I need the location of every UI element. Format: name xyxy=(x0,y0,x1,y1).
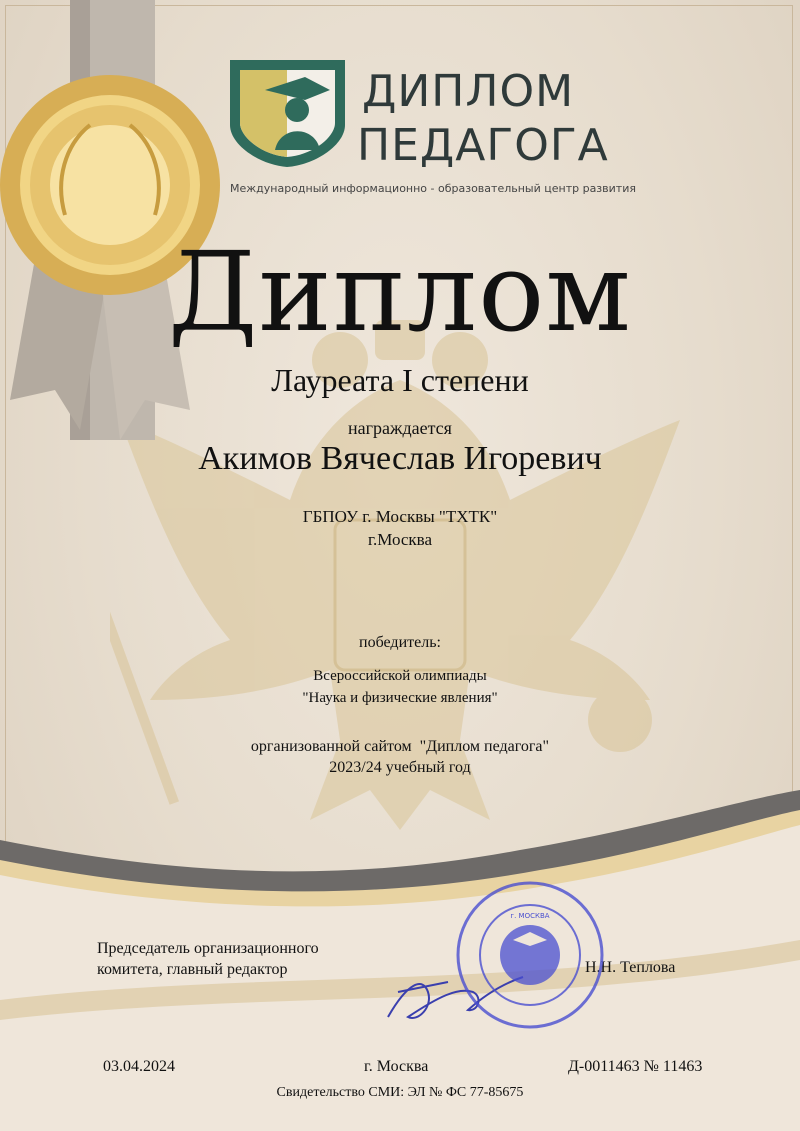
diploma-number: Д-0011463 № 11463 xyxy=(568,1058,703,1075)
event-line1: Всероссийской олимпиады xyxy=(313,668,487,684)
issue-city: г. Москва xyxy=(364,1058,429,1075)
signer-position-line1: Председатель организационного xyxy=(97,940,319,957)
organizer-block xyxy=(0,736,800,778)
official-stamp xyxy=(455,880,605,1030)
logo-text-line1: ДИПЛОМ xyxy=(362,66,575,117)
diploma-title: Диплом xyxy=(168,228,632,356)
signer-position xyxy=(97,938,319,980)
organizer-text: организованной сайтом "Диплом педагога" xyxy=(250,738,550,755)
media-certificate: Свидетельство СМИ: ЭЛ № ФС 77-85675 xyxy=(276,1085,524,1100)
organization-city: г.Москва xyxy=(367,530,433,549)
issue-date: 03.04.2024 xyxy=(103,1058,175,1075)
school-year: 2023/24 учебный год xyxy=(329,759,471,776)
signer-name: Н.Н. Теплова xyxy=(585,959,676,976)
stamp-city: г. МОСКВА xyxy=(510,912,550,920)
event-line2: "Наука и физические явления" xyxy=(302,690,498,706)
logo-tagline: Международный информационно - образовательный центр развития xyxy=(230,182,636,195)
awarded-label: награждается xyxy=(348,418,452,438)
status-label: победитель: xyxy=(359,634,441,651)
degree-text: Лауреата I степени xyxy=(271,362,529,398)
event-block xyxy=(0,665,800,709)
organization-name: ГБПОУ г. Москвы "ТХТК" xyxy=(302,507,498,526)
recipient-name: Акимов Вячеслав Игоревич xyxy=(198,440,602,477)
logo-text-line2: ПЕДАГОГА xyxy=(357,120,609,171)
logo-emblem xyxy=(225,55,350,170)
organization-block xyxy=(0,505,800,551)
signer-position-line2: комитета, главный редактор xyxy=(97,961,288,978)
